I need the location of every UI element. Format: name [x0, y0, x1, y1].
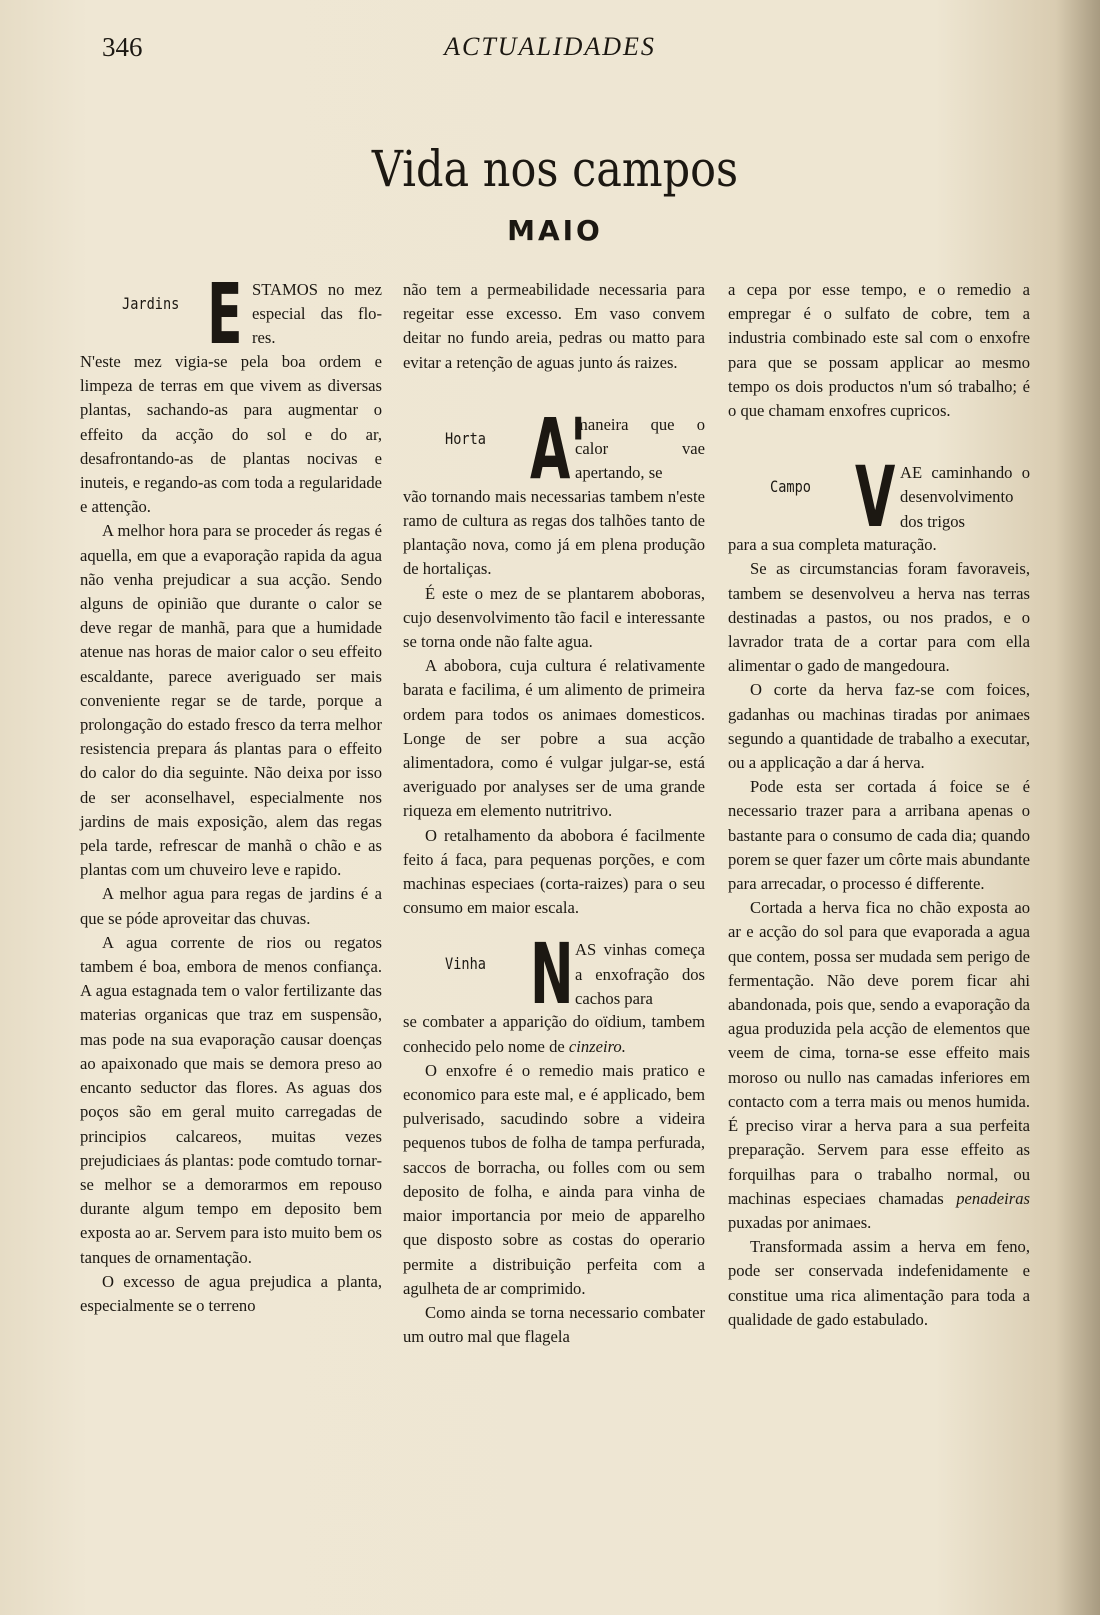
paragraph: O enxofre é o remedio mais pratico e economico para este mal, e é applicado, bem pulverisado, sacudindo sobre a videira pequenos tubos de folha de tampa perfurada, saccos de borracha, ou folles com ou sem deposito de folha, e ainda para vinha de maior importancia por meio de apparelho que disposto sobre as costas do operario permite a distribuição perfeita com a agulheta de ar comprimido.	[403, 1060, 705, 1298]
paragraph: não tem a permeabilidade necessaria para regeitar esse excesso. Em vaso convem deitar no fundo areia, pedras ou matto para evitar a retenção de aguas junto ás raizes.	[403, 280, 705, 372]
article-title: Vida nos campos	[371, 140, 739, 198]
page-number: 346	[102, 32, 143, 62]
paragraph: N'este mez vigia-se pela boa ordem e limpeza de terras em que vivem as diversas plantas, sachando-as para augmentar o effeito da acção do sol e do ar, desafrontando-as de plantas nocivas e inuteis, e regando-as com toda a regularidade e attenção.	[80, 352, 382, 517]
paragraph-text: puxadas por animaes.	[728, 1212, 872, 1232]
paragraph: a cepa por esse tempo, e o remedio a empregar é o sulfato de cobre, tem a industria combinado este sal com o enxofre para que se possam applicar ao mesmo tempo os dois productos n'um só trabalho; é o que chamam enxofres cupricos.	[728, 280, 1030, 421]
paragraph: A melhor agua para regas de jardins é a que se póde aproveitar das chuvas.	[80, 884, 382, 928]
article-subtitle: MAIO	[507, 214, 603, 247]
section-horta	[403, 399, 705, 498]
drop-cap-e: E	[207, 265, 243, 363]
paragraph: para a sua completa maturação.	[728, 535, 937, 555]
section-jardins	[80, 265, 382, 363]
emphasis-text: cinzeiro.	[568, 1036, 626, 1056]
section-lead-jardins: STAMOS no mez especial das flo-res.	[252, 280, 382, 348]
paragraph: Como ainda se torna necessario combater um outro mal que flagela	[403, 1302, 705, 1347]
emphasis-text: penadeiras	[956, 1188, 1030, 1208]
paragraph: A abobora, cuja cultura é relativamente barata e facilima, é um alimento de primeira ordem para todos os animaes domesticos. Longe de ser pobre a sua acção alimentadora, como é vulgar julgar-se, está averiguado por analyses ser de uma grande riqueza em elemento nutritrivo.	[403, 656, 705, 821]
section-lead-horta: maneira que o calor vae apertando, se	[575, 414, 705, 483]
drop-cap-a: A'	[530, 399, 587, 498]
paragraph: Transformada assim a herva em feno, pode ser conservada indefenidamente e constitue uma rica alimentação para toda a qualidade de gado estabulado.	[728, 1237, 1030, 1329]
paragraph: Se as circumstancias foram favoraveis, tambem se desenvolveu a herva nas terras destinadas a pastos, ou nos prados, e o lavrador trata de a cortar para com ella alimentar o gado de mangedoura.	[728, 559, 1030, 676]
paragraph-text: se combater a apparição do oïdium, tambem conhecido pelo nome de	[403, 1012, 705, 1056]
drop-cap-n: N	[530, 925, 574, 1024]
paragraph: O corte da herva faz-se com foices, gadanhas ou machinas tiradas por animaes segundo a quantidade de trabalho a executar, ou a applicação a dar á herva.	[728, 680, 1030, 773]
section-lead-campo: AE caminhando o desenvolvimento dos trigos	[900, 463, 1030, 531]
paragraph: O retalhamento da abobora é facilmente feito á faca, para pequenas porções, e com machinas especiaes (corta-raizes) para o seu consumo em maior escala.	[403, 825, 705, 918]
section-label-campo: Campo	[770, 477, 811, 497]
section-vinha	[403, 925, 705, 1024]
running-head: ACTUALIDADES	[444, 32, 656, 61]
section-label-horta: Horta	[445, 428, 486, 448]
paragraph-text: Cortada a herva fica no chão exposta ao ar e acção do sol para que evaporada a agua que contem, possa ser mudada sem perigo de fermentação. Não deve porem ficar ahi abandonada, pois que, sendo a evaporação da agua produzida pela acção de elementos que veem de cima, torna-se esse effeito mais moroso ou nullo nas camadas inferiores em contacto com a terra mais ou menos humida. É preciso virar a herva para a sua perfeita preparação. Servem para esse effeito as forquilhas para o trabalho normal, ou machinas especiaes chamadas	[728, 898, 1030, 1208]
paragraph: Pode esta ser cortada á foice se é necessario trazer para a arribana apenas o bastante para o consumo de cada dia; quando porem se quer fazer um côrte mais abundante para arrecadar, o processo é differente.	[728, 777, 1030, 894]
paragraph: A melhor hora para se proceder ás regas é aquella, em que a evaporação rapida da agua não venha prejudicar a sua acção. Sendo alguns de opinião que durante o calor se deve regar de manhã, para que a humidade atenue nas horas de maior calor o seu effeito escaldante, parece averiguado ser mais conveniente regar se de tarde, porque a prolongação do estado fresco da terra melhor resistencia prepara ás plantas para o effeito do calor do dia seguinte. Não deixa por isso de ser aconselhavel, especialmente nos jardins de mais exposição, alem das regas pela tarde, refrescar de manhã o chão e as plantas com um chuveiro leve e rapido.	[80, 521, 382, 880]
section-label-vinha: Vinha	[445, 954, 486, 974]
section-label-jardins: Jardins	[122, 294, 180, 313]
section-lead-vinha: AS vinhas começa a enxofração dos cachos para	[575, 940, 705, 1008]
paragraph	[728, 896, 1030, 1235]
column-3	[728, 278, 1030, 1332]
column-2	[403, 278, 705, 1349]
paragraph: vão tornando mais necessarias tambem n'este ramo de cultura as regas dos talhões tanto de plantação nova, como já em plena produção de hortaliças.	[403, 486, 705, 579]
paragraph: A agua corrente de rios ou regatos tambem é boa, embora de menos confiança. A agua estagnada tem o valor fertilizante das materias organicas que traz em suspensão, mas pode na sua evaporação causar doenças ao apaixonado que mais se demora preso ao encanto seductor das flores. As aguas dos poços são em geral muito carregadas de principios calcareos, muitas vezes prejudiciaes ás plantas: pode comtudo tornar-se melhor se a demorarmos em repouso durante algum tempo em deposito bem exposta ao ar. Servem para isto muito bem os tanques de ornamentação.	[80, 932, 382, 1267]
paragraph: É este o mez de se plantarem aboboras, cujo desenvolvimento tão facil e interessante se torna onde não falte agua.	[403, 583, 705, 652]
drop-cap-v: V	[855, 448, 896, 547]
paragraph: O excesso de agua prejudica a planta, especialmente se o terreno	[80, 1271, 382, 1315]
column-1	[80, 265, 382, 1318]
